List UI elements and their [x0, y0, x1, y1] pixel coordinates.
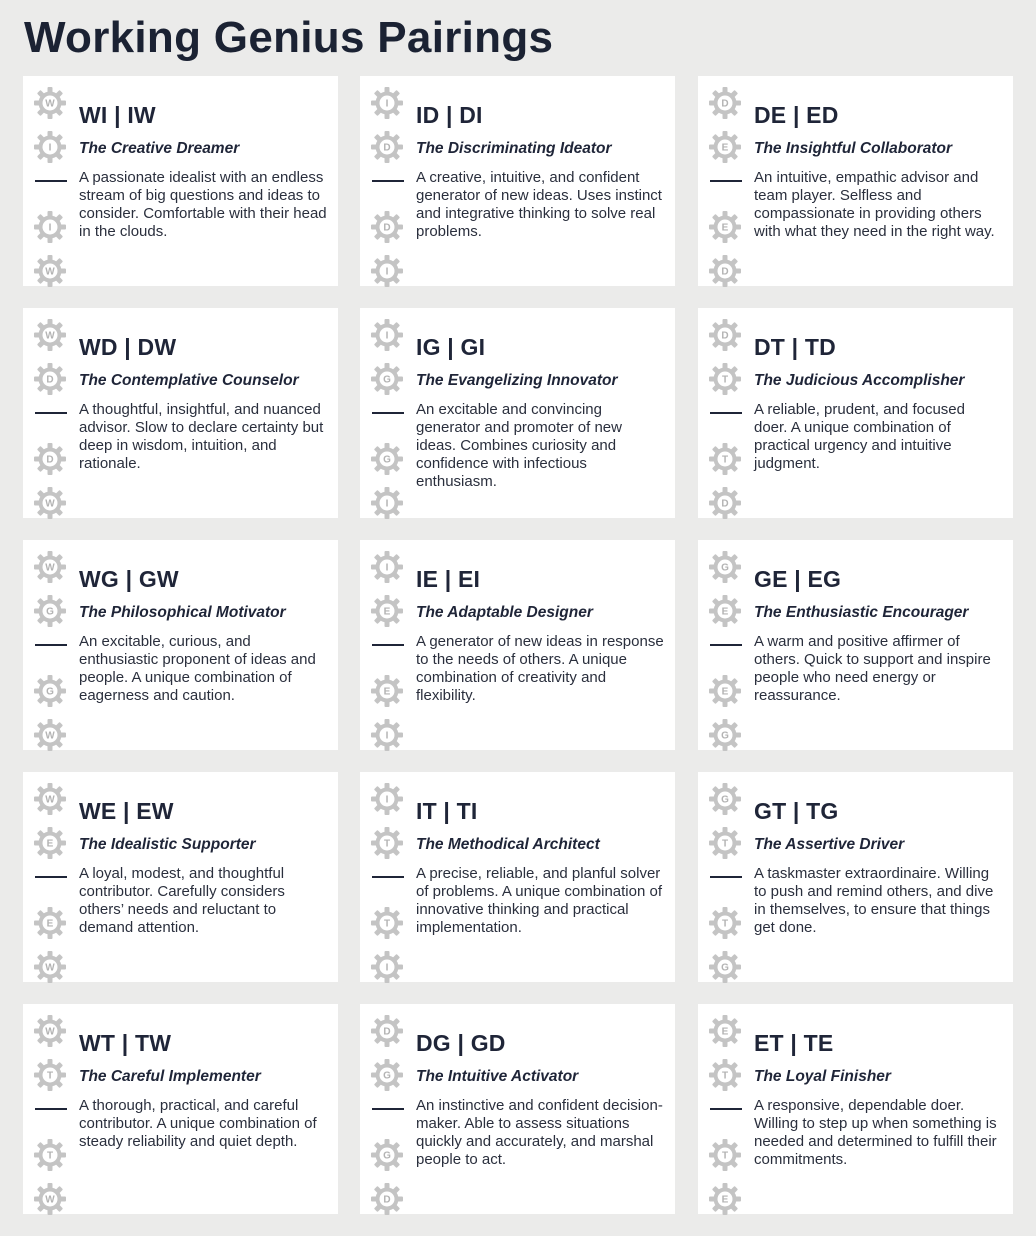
- gear-icon: [708, 254, 742, 288]
- svg-text:W: W: [45, 1026, 55, 1038]
- pairing-tagline: The Methodical Architect: [416, 836, 600, 853]
- gear-icon: [708, 130, 742, 164]
- gear-icon: [708, 362, 742, 396]
- gear-icon: [708, 1138, 742, 1172]
- svg-text:D: D: [383, 222, 391, 234]
- pairing-card: [360, 540, 675, 750]
- svg-text:E: E: [383, 686, 391, 698]
- gear-icon: [33, 362, 67, 396]
- gear-icon: [708, 550, 742, 584]
- svg-text:D: D: [383, 1194, 391, 1206]
- svg-text:W: W: [45, 562, 55, 574]
- pairing-description: A loyal, modest, and thoughtful contributor. Carefully considers others’ needs and reluctant to demand attention.: [79, 865, 285, 936]
- svg-text:D: D: [383, 142, 391, 154]
- svg-text:W: W: [45, 98, 55, 110]
- gear-icon: [708, 318, 742, 352]
- gear-icon: [370, 550, 404, 584]
- svg-text:W: W: [45, 498, 55, 510]
- svg-text:D: D: [46, 374, 54, 386]
- svg-text:T: T: [721, 454, 729, 466]
- divider-line: [372, 180, 404, 182]
- svg-text:I: I: [385, 962, 389, 974]
- svg-text:E: E: [721, 1194, 729, 1206]
- divider-line: [710, 180, 742, 182]
- divider-line: [372, 412, 404, 414]
- pairing-card: [698, 308, 1013, 518]
- svg-text:W: W: [45, 266, 55, 278]
- pairing-description: A thoughtful, insightful, and nuanced advisor. Slow to declare certainty but deep in wisdom, intuition, and rationale.: [79, 401, 324, 472]
- gear-icon: [370, 782, 404, 816]
- svg-text:I: I: [48, 222, 52, 234]
- gear-icon: [370, 950, 404, 984]
- svg-text:I: I: [385, 562, 389, 574]
- pairing-code: WD | DW: [79, 334, 177, 360]
- svg-text:G: G: [383, 1070, 391, 1082]
- pairing-card: [360, 772, 675, 982]
- pairing-tagline: The Enthusiastic Encourager: [754, 604, 969, 621]
- gear-icon: [370, 442, 404, 476]
- pairing-description: A passionate idealist with an endless stream of big questions and ideas to consider. Comfortable with their head in the clouds.: [79, 169, 327, 240]
- svg-text:E: E: [721, 222, 729, 234]
- divider-line: [35, 412, 67, 414]
- pairing-code: WI | IW: [79, 102, 156, 128]
- pairing-tagline: The Evangelizing Innovator: [416, 372, 618, 389]
- gear-icon: [370, 594, 404, 628]
- svg-text:G: G: [383, 454, 391, 466]
- svg-text:G: G: [721, 730, 729, 742]
- page-title: Working Genius Pairings: [24, 13, 554, 62]
- svg-text:D: D: [721, 330, 729, 342]
- gear-icon: [33, 718, 67, 752]
- svg-text:D: D: [46, 454, 54, 466]
- gear-icon: [370, 674, 404, 708]
- pairing-code: IE | EI: [416, 566, 481, 592]
- gear-icon: [370, 1182, 404, 1216]
- divider-line: [35, 876, 67, 878]
- svg-text:G: G: [46, 606, 54, 618]
- gear-icon: [370, 486, 404, 520]
- gear-icon: [708, 906, 742, 940]
- svg-text:G: G: [721, 562, 729, 574]
- svg-text:T: T: [721, 918, 729, 930]
- pairing-code: ET | TE: [754, 1030, 834, 1056]
- pairing-code: GE | EG: [754, 566, 842, 592]
- gear-icon: [370, 254, 404, 288]
- gear-icon: [370, 1138, 404, 1172]
- svg-text:E: E: [721, 1026, 729, 1038]
- pairing-code: IG | GI: [416, 334, 486, 360]
- gear-icon: [33, 130, 67, 164]
- svg-text:W: W: [45, 962, 55, 974]
- divider-line: [710, 876, 742, 878]
- svg-text:E: E: [46, 838, 54, 850]
- pairing-tagline: The Intuitive Activator: [416, 1068, 579, 1085]
- pairing-card: [23, 1004, 338, 1214]
- svg-text:T: T: [46, 1070, 54, 1082]
- gear-icon: [708, 594, 742, 628]
- gear-icon: [33, 210, 67, 244]
- svg-text:T: T: [721, 1150, 729, 1162]
- gear-icon: [370, 906, 404, 940]
- pairing-description: An excitable, curious, and enthusiastic proponent of ideas and people. A unique combination of eagerness and caution.: [79, 633, 316, 704]
- pairing-code: DE | ED: [754, 102, 839, 128]
- pairing-description: A taskmaster extraordinaire. Willing to push and remind others, and dive in themselves, to ensure that things get done.: [754, 865, 994, 936]
- svg-text:D: D: [721, 98, 729, 110]
- pairing-tagline: The Idealistic Supporter: [79, 836, 256, 853]
- pairing-tagline: The Discriminating Ideator: [416, 140, 612, 157]
- pairing-description: An instinctive and confident decision-maker. Able to assess situations quickly and accurately, and marshal people to act.: [416, 1097, 663, 1168]
- divider-line: [35, 1108, 67, 1110]
- pairing-code: WT | TW: [79, 1030, 172, 1056]
- gear-icon: [708, 1014, 742, 1048]
- svg-text:I: I: [385, 266, 389, 278]
- pairing-description: A precise, reliable, and planful solver of problems. A unique combination of innovative thinking and practical implementation.: [416, 865, 662, 936]
- svg-text:T: T: [721, 374, 729, 386]
- svg-text:I: I: [385, 730, 389, 742]
- pairing-card: [360, 308, 675, 518]
- pairing-code: IT | TI: [416, 798, 478, 824]
- svg-text:W: W: [45, 794, 55, 806]
- pairing-code: WG | GW: [79, 566, 179, 592]
- pairing-tagline: The Careful Implementer: [79, 1068, 261, 1085]
- gear-icon: [708, 210, 742, 244]
- gear-icon: [33, 594, 67, 628]
- gear-icon: [370, 210, 404, 244]
- svg-text:E: E: [383, 606, 391, 618]
- svg-text:D: D: [383, 1026, 391, 1038]
- gear-icon: [708, 782, 742, 816]
- gear-icon: [33, 318, 67, 352]
- pairing-card: [698, 540, 1013, 750]
- svg-text:E: E: [721, 686, 729, 698]
- pairing-card: [23, 540, 338, 750]
- pairing-code: GT | TG: [754, 798, 839, 824]
- pairing-card: [23, 308, 338, 518]
- divider-line: [372, 644, 404, 646]
- gear-icon: [33, 442, 67, 476]
- gear-icon: [370, 86, 404, 120]
- gear-icon: [708, 674, 742, 708]
- pairing-description: A responsive, dependable doer. Willing to step up when something is needed and determined to fulfill their commitments.: [754, 1097, 997, 1168]
- divider-line: [710, 644, 742, 646]
- svg-text:G: G: [383, 374, 391, 386]
- gear-icon: [708, 486, 742, 520]
- divider-line: [372, 1108, 404, 1110]
- divider-line: [35, 644, 67, 646]
- gear-icon: [370, 718, 404, 752]
- gear-icon: [708, 1182, 742, 1216]
- gear-icon: [33, 254, 67, 288]
- svg-text:G: G: [721, 794, 729, 806]
- pairing-tagline: The Creative Dreamer: [79, 140, 240, 157]
- svg-text:G: G: [721, 962, 729, 974]
- pairing-tagline: The Loyal Finisher: [754, 1068, 891, 1085]
- pairing-code: ID | DI: [416, 102, 483, 128]
- svg-text:T: T: [721, 1070, 729, 1082]
- svg-text:I: I: [385, 498, 389, 510]
- svg-text:I: I: [48, 142, 52, 154]
- gear-icon: [33, 1138, 67, 1172]
- pairing-tagline: The Philosophical Motivator: [79, 604, 286, 621]
- gear-icon: [33, 1182, 67, 1216]
- svg-text:W: W: [45, 330, 55, 342]
- pairing-card: [698, 1004, 1013, 1214]
- gear-icon: [33, 674, 67, 708]
- gear-icon: [708, 826, 742, 860]
- svg-text:W: W: [45, 730, 55, 742]
- gear-icon: [33, 906, 67, 940]
- pairing-tagline: The Adaptable Designer: [416, 604, 593, 621]
- svg-text:G: G: [46, 686, 54, 698]
- svg-text:I: I: [385, 794, 389, 806]
- pairing-card: [698, 772, 1013, 982]
- gear-icon: [370, 362, 404, 396]
- svg-text:W: W: [45, 1194, 55, 1206]
- pairing-description: A creative, intuitive, and confident generator of new ideas. Uses instinct and integrative thinking to solve real problems.: [416, 169, 662, 240]
- pairing-card: [23, 772, 338, 982]
- pairing-card: [360, 76, 675, 286]
- svg-text:T: T: [721, 838, 729, 850]
- gear-icon: [708, 442, 742, 476]
- pairing-code: DG | GD: [416, 1030, 506, 1056]
- pairing-description: A thorough, practical, and careful contributor. A unique combination of steady reliability and quiet depth.: [79, 1097, 317, 1150]
- pairing-description: A generator of new ideas in response to the needs of others. A unique combination of creativity and flexibility.: [416, 633, 664, 704]
- svg-text:T: T: [46, 1150, 54, 1162]
- gear-icon: [33, 550, 67, 584]
- divider-line: [710, 1108, 742, 1110]
- pairing-description: A reliable, prudent, and focused doer. A unique combination of practical urgency and intuitive judgment.: [754, 401, 965, 472]
- gear-icon: [33, 1058, 67, 1092]
- divider-line: [710, 412, 742, 414]
- pairing-description: An intuitive, empathic advisor and team player. Selfless and compassionate in providing others with what they need in the right way.: [754, 169, 995, 240]
- divider-line: [35, 180, 67, 182]
- pairing-tagline: The Judicious Accomplisher: [754, 372, 965, 389]
- svg-text:I: I: [385, 330, 389, 342]
- svg-text:D: D: [721, 498, 729, 510]
- gear-icon: [708, 86, 742, 120]
- svg-text:I: I: [385, 98, 389, 110]
- gear-icon: [708, 718, 742, 752]
- svg-text:G: G: [383, 1150, 391, 1162]
- pairing-tagline: The Assertive Driver: [754, 836, 905, 853]
- divider-line: [372, 876, 404, 878]
- pairing-tagline: The Contemplative Counselor: [79, 372, 299, 389]
- svg-text:T: T: [383, 918, 391, 930]
- gear-icon: [33, 950, 67, 984]
- pairing-card: [360, 1004, 675, 1214]
- svg-text:E: E: [721, 142, 729, 154]
- gear-icon: [33, 782, 67, 816]
- svg-text:T: T: [383, 838, 391, 850]
- gear-icon: [33, 86, 67, 120]
- svg-text:E: E: [721, 606, 729, 618]
- gear-icon: [33, 1014, 67, 1048]
- gear-icon: [370, 1014, 404, 1048]
- gear-icon: [370, 1058, 404, 1092]
- gear-icon: [370, 826, 404, 860]
- svg-text:E: E: [46, 918, 54, 930]
- svg-text:D: D: [721, 266, 729, 278]
- pairing-card: [23, 76, 338, 286]
- gear-icon: [708, 950, 742, 984]
- gear-icon: [33, 486, 67, 520]
- pairing-tagline: The Insightful Collaborator: [754, 140, 953, 157]
- pairing-description: An excitable and convincing generator and promoter of new ideas. Combines curiosity and confidence with infectious enthusiasm.: [416, 401, 622, 490]
- gear-icon: [33, 826, 67, 860]
- pairing-code: DT | TD: [754, 334, 836, 360]
- pairing-code: WE | EW: [79, 798, 174, 824]
- gear-icon: [708, 1058, 742, 1092]
- gear-icon: [370, 130, 404, 164]
- pairing-card: [698, 76, 1013, 286]
- pairing-description: A warm and positive affirmer of others. Quick to support and inspire people who need energy or reassurance.: [754, 633, 991, 704]
- gear-icon: [370, 318, 404, 352]
